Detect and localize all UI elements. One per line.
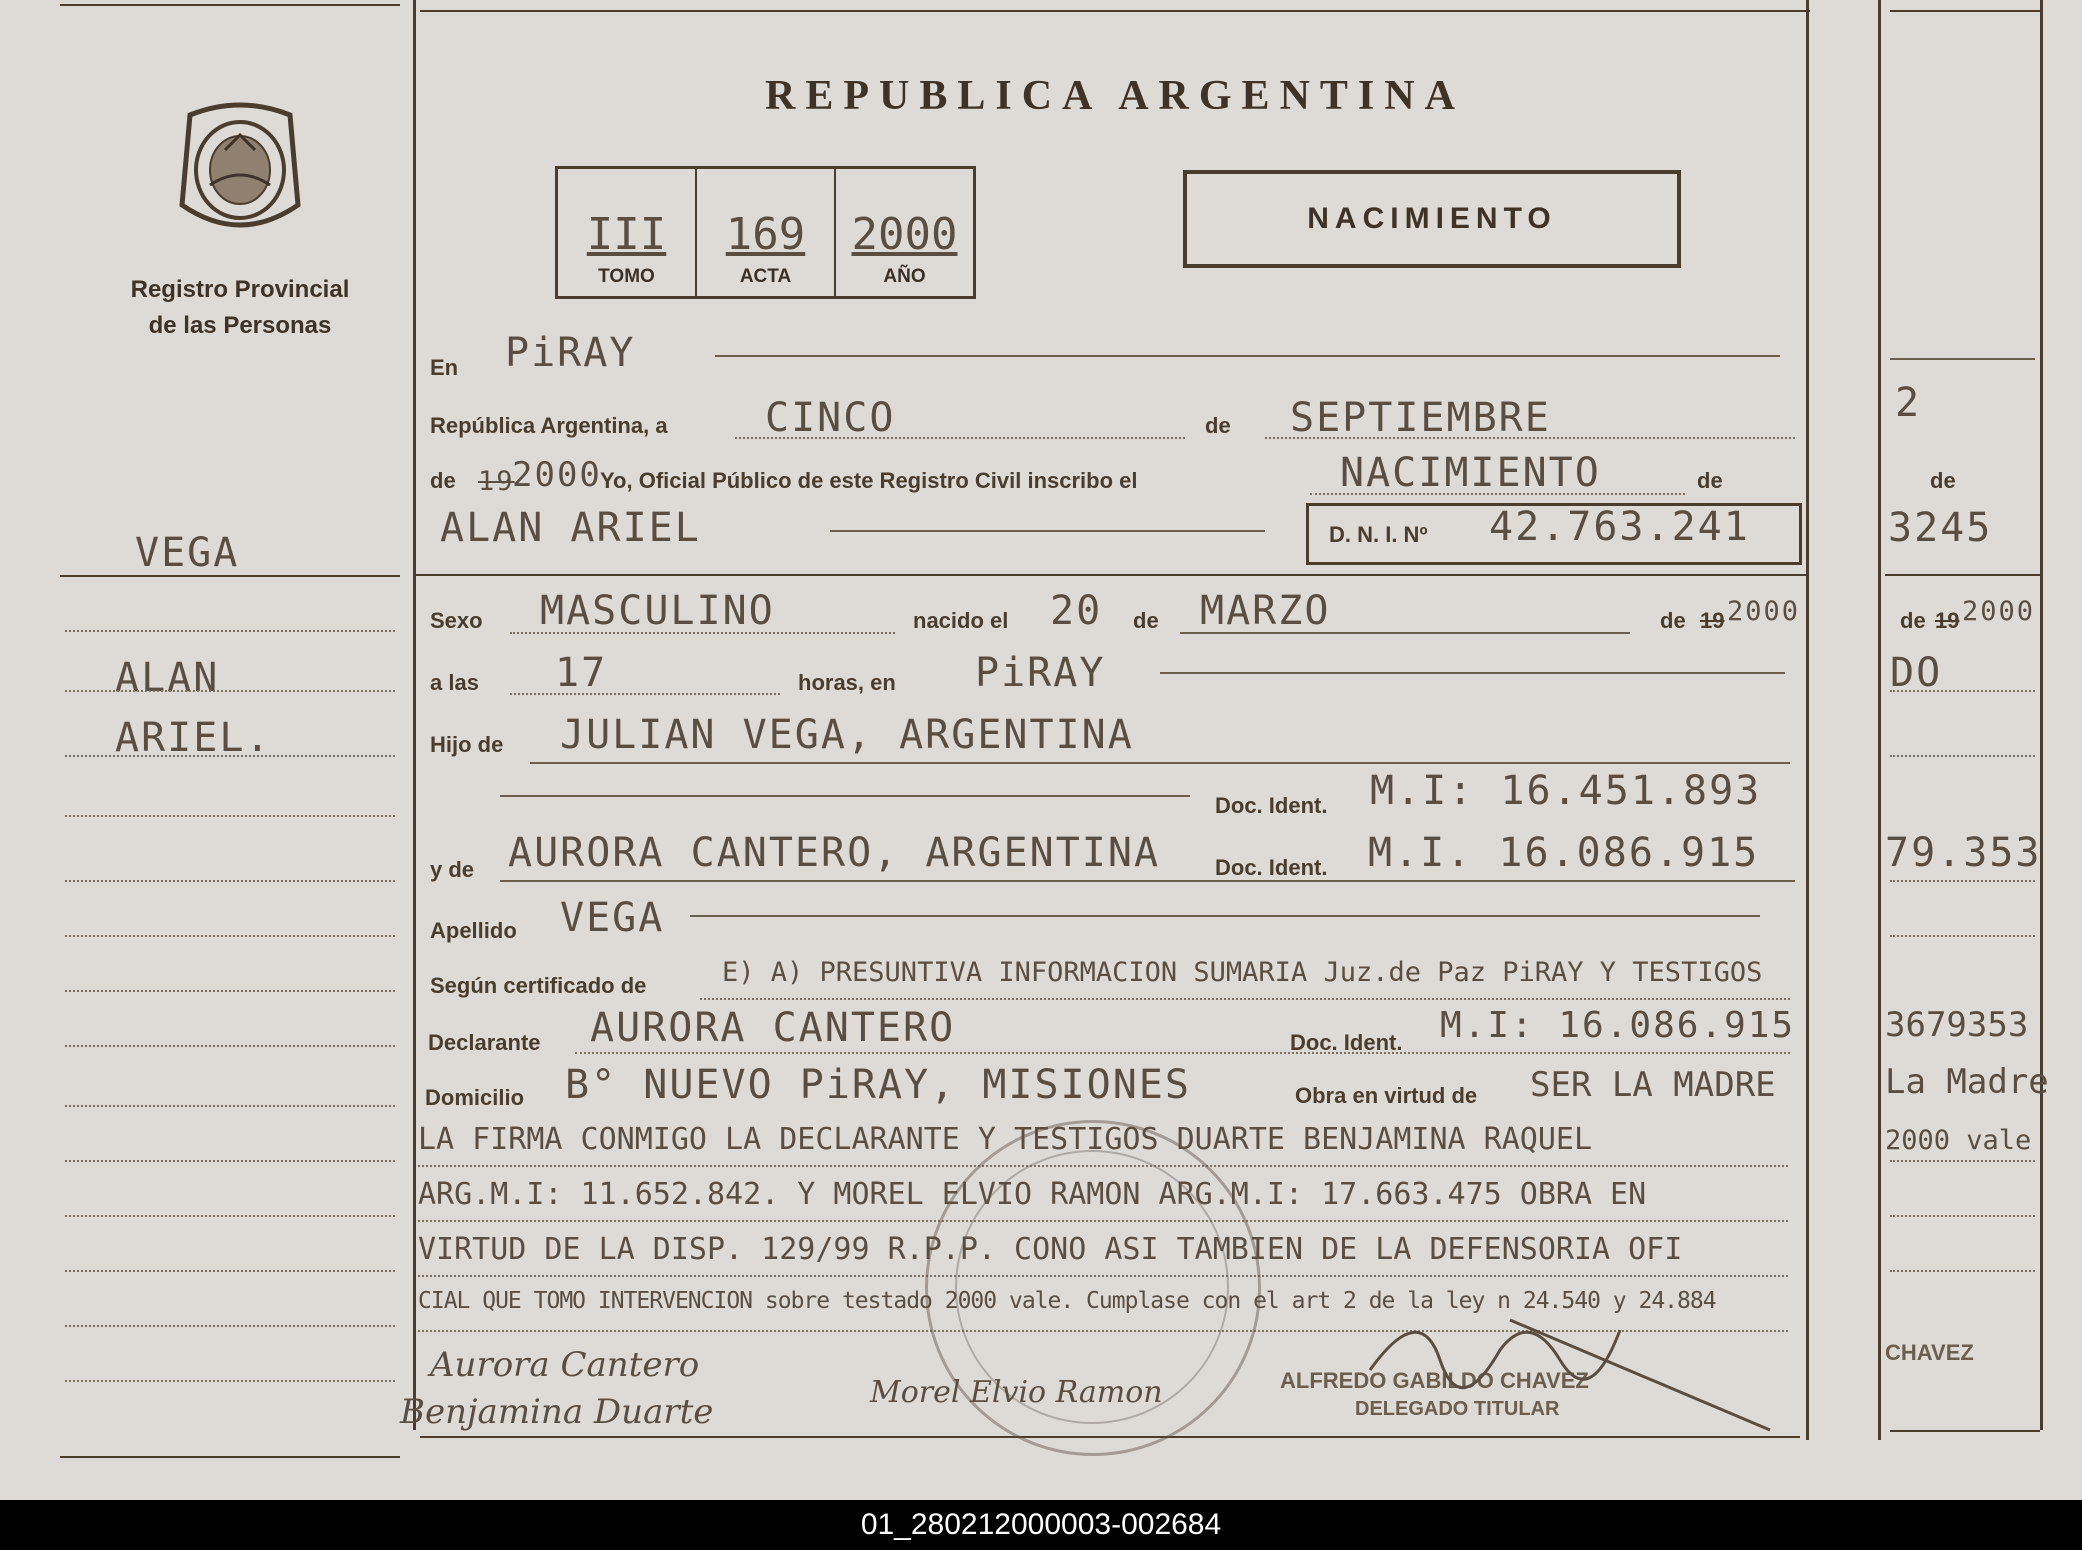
acta-label: ACTA bbox=[739, 266, 792, 287]
line-nombre bbox=[830, 530, 1265, 532]
left-dotted-line bbox=[65, 935, 395, 937]
line-madre bbox=[500, 880, 1795, 882]
label-de-5-struck: 19 bbox=[1700, 608, 1725, 633]
ano-label: AÑO bbox=[883, 266, 926, 287]
value-obs-3: VIRTUD DE LA DISP. 129/99 R.P.P. CONO ASI TAMBIEN DE LA DEFENSORIA OFI bbox=[418, 1232, 1683, 1267]
label-segun: Según certificado de bbox=[430, 973, 647, 998]
signature-benjamina: Benjamina Duarte bbox=[400, 1392, 714, 1432]
right-dni: 3245 bbox=[1888, 505, 1993, 551]
act-type-box bbox=[1183, 170, 1681, 268]
right-label-de-ano: de bbox=[1900, 608, 1926, 633]
label-nacido: nacido el bbox=[913, 608, 1009, 633]
right-top-border bbox=[1890, 10, 2040, 12]
value-nac-ano: 2000 bbox=[1727, 596, 1801, 627]
line-padre bbox=[530, 762, 1790, 764]
value-apellido: VEGA bbox=[560, 895, 665, 941]
tomo-value: III bbox=[586, 209, 667, 260]
value-nac-lugar: PiRAY bbox=[975, 650, 1106, 696]
registry-name bbox=[110, 272, 370, 344]
left-dotted-line bbox=[65, 755, 395, 757]
value-nac-dia: 20 bbox=[1050, 588, 1103, 634]
right-dotted-line bbox=[1890, 690, 2035, 692]
tomo-cell bbox=[558, 169, 697, 296]
line-nac-lugar bbox=[1160, 672, 1785, 674]
value-padre: JULIAN VEGA, ARGENTINA bbox=[560, 712, 1134, 758]
left-top-border bbox=[60, 4, 400, 6]
tomo-label: TOMO bbox=[598, 266, 655, 287]
value-declarante: AURORA CANTERO bbox=[590, 1005, 956, 1051]
ano-cell bbox=[836, 169, 973, 296]
label-doc-2: Doc. Ident. bbox=[1215, 855, 1328, 880]
label-oficial: Yo, Oficial Público de este Registro Civil inscribo el bbox=[600, 468, 1138, 493]
acta-value: 169 bbox=[725, 209, 806, 260]
label-de-3: de bbox=[1697, 468, 1723, 493]
left-dotted-line bbox=[65, 1215, 395, 1217]
signature-aurora: Aurora Cantero bbox=[430, 1345, 700, 1385]
right-label-de-ano-struck: 19 bbox=[1935, 608, 1960, 633]
left-dotted-line bbox=[65, 1270, 395, 1272]
label-declarante: Declarante bbox=[428, 1030, 541, 1055]
official-title: DELEGADO TITULAR bbox=[1355, 1398, 1560, 1420]
right-separator bbox=[1885, 574, 2040, 576]
right-line bbox=[1890, 358, 2035, 360]
registry-line-2: de las Personas bbox=[148, 312, 332, 339]
right-value-5: La Madre bbox=[1885, 1062, 2049, 1102]
left-dotted-line bbox=[65, 1325, 395, 1327]
left-nombre-2: ARIEL. bbox=[115, 715, 272, 761]
right-value-2: DO bbox=[1890, 650, 1943, 696]
left-dotted-line bbox=[65, 1380, 395, 1382]
value-declarante-doc: M.I: 16.086.915 bbox=[1440, 1005, 1796, 1046]
line-nac-mes bbox=[1180, 632, 1630, 634]
value-dni: 42.763.241 bbox=[1489, 504, 1750, 550]
label-domicilio: Domicilio bbox=[425, 1085, 525, 1110]
top-border bbox=[420, 10, 1810, 12]
registry-line-1: Registro Provincial bbox=[130, 276, 350, 303]
right-dotted-line bbox=[1890, 1270, 2035, 1272]
left-dotted-line bbox=[65, 630, 395, 632]
line-tipo bbox=[1310, 493, 1685, 495]
value-nac-mes: MARZO bbox=[1200, 588, 1331, 634]
signature-morel: Morel Elvio Ramon bbox=[870, 1375, 1163, 1410]
left-bottom-border bbox=[60, 1456, 400, 1458]
label-horas: horas, en bbox=[798, 670, 896, 695]
value-obs-1: LA FIRMA CONMIGO LA DECLARANTE Y TESTIGOS DUARTE BENJAMINA RAQUEL bbox=[418, 1122, 1592, 1157]
value-madre: AURORA CANTERO, ARGENTINA bbox=[508, 830, 1161, 876]
line-dia bbox=[735, 437, 1185, 439]
right-ano: 2000 bbox=[1962, 596, 2036, 627]
value-obs-2: ARG.M.I: 11.652.842. Y MOREL ELVIO RAMON ARG.M.I: 17.663.475 OBRA EN bbox=[418, 1177, 1647, 1212]
left-dotted-line bbox=[65, 815, 395, 817]
left-dotted-line bbox=[65, 880, 395, 882]
label-en: En bbox=[430, 355, 459, 380]
right-dotted-line bbox=[1890, 880, 2035, 882]
label-de-5: de bbox=[1660, 608, 1686, 633]
label-doc-1: Doc. Ident. bbox=[1215, 793, 1328, 818]
left-apellido: VEGA bbox=[135, 530, 240, 576]
right-value-4: 3679353 bbox=[1885, 1005, 2029, 1045]
act-type: NACIMIENTO bbox=[1307, 202, 1557, 235]
label-obra: Obra en virtud de bbox=[1295, 1083, 1478, 1108]
label-republica: República Argentina, a bbox=[430, 413, 668, 438]
left-dotted-line bbox=[65, 990, 395, 992]
value-dia: CINCO bbox=[765, 395, 896, 441]
left-dotted-line bbox=[65, 1045, 395, 1047]
official-name: ALFREDO GABILDO CHAVEZ bbox=[1280, 1368, 1589, 1393]
right-dotted-line bbox=[1890, 1215, 2035, 1217]
label-apellido: Apellido bbox=[430, 918, 517, 943]
line-certificado bbox=[700, 998, 1790, 1000]
right-value-3: 79.353 bbox=[1885, 830, 2042, 876]
left-dotted-line bbox=[65, 690, 395, 692]
value-nombre: ALAN ARIEL bbox=[440, 505, 701, 551]
value-padre-doc: M.I: 16.451.893 bbox=[1370, 768, 1762, 814]
left-page-divider bbox=[413, 0, 416, 1430]
right-value-6: 2000 vale bbox=[1885, 1125, 2032, 1156]
line-en bbox=[715, 355, 1780, 357]
line-hora bbox=[510, 693, 780, 695]
separator-nombre bbox=[416, 574, 1806, 576]
value-ano-struck: 19 bbox=[478, 466, 515, 497]
left-dotted-line bbox=[65, 1160, 395, 1162]
value-hora: 17 bbox=[555, 650, 608, 696]
label-hijo: Hijo de bbox=[430, 732, 504, 757]
right-dotted-line bbox=[1890, 1160, 2035, 1162]
right-dotted-line bbox=[1890, 935, 2035, 937]
right-page-divider bbox=[1878, 0, 1881, 1440]
right-label-de: de bbox=[1930, 468, 1956, 493]
right-value-7: CHAVEZ bbox=[1885, 1340, 1974, 1365]
official-signature-scribble bbox=[1360, 1290, 1780, 1440]
right-value-1: 2 bbox=[1895, 380, 1922, 426]
label-de-1: de bbox=[1205, 413, 1231, 438]
line-padre-2 bbox=[500, 795, 1190, 797]
value-sexo: MASCULINO bbox=[540, 588, 775, 634]
ano-value: 2000 bbox=[851, 209, 958, 260]
form-right-border bbox=[1806, 0, 1809, 1440]
misiones-seal-icon bbox=[170, 95, 310, 245]
left-line bbox=[60, 575, 400, 577]
label-de-4: de bbox=[1133, 608, 1159, 633]
image-id: 01_280212000003-002684 bbox=[860, 1508, 1222, 1541]
value-obra: SER LA MADRE bbox=[1530, 1065, 1776, 1105]
value-certificado: E) A) PRESUNTIVA INFORMACION SUMARIA Juz.de Paz PiRAY Y TESTIGOS bbox=[722, 957, 1763, 988]
right-dotted-line bbox=[1890, 755, 2035, 757]
value-mes: SEPTIEMBRE bbox=[1290, 395, 1551, 441]
image-id-footer bbox=[0, 1500, 2082, 1550]
label-doc-3: Doc. Ident. bbox=[1290, 1030, 1403, 1055]
value-domicilio: B° NUEVO PiRAY, MISIONES bbox=[565, 1062, 1191, 1108]
line-declarante bbox=[575, 1052, 1790, 1054]
tomo-acta-ano-box bbox=[555, 166, 976, 299]
line-sexo bbox=[510, 632, 895, 634]
value-obs-4: CIAL QUE TOMO INTERVENCION sobre testado 2000 vale. Cumplase con el art 2 de la ley n 24.540 y 24.884 bbox=[418, 1288, 1716, 1314]
label-de-2: de bbox=[430, 468, 456, 493]
label-y-de: y de bbox=[430, 857, 475, 882]
left-dotted-line bbox=[65, 1105, 395, 1107]
label-dni: D. N. I. Nº bbox=[1329, 522, 1428, 547]
acta-cell bbox=[697, 169, 836, 296]
right-edge-line bbox=[2040, 0, 2043, 1430]
value-tipo: NACIMIENTO bbox=[1340, 450, 1601, 496]
value-lugar: PiRAY bbox=[505, 330, 636, 376]
value-ano-inline: 2000 bbox=[512, 455, 602, 495]
right-bottom-border bbox=[1890, 1430, 2040, 1432]
left-nombre-1: ALAN bbox=[115, 655, 220, 701]
value-madre-doc: M.I. 16.086.915 bbox=[1368, 830, 1760, 876]
line-mes bbox=[1265, 437, 1795, 439]
dni-box bbox=[1306, 503, 1802, 565]
country-title: REPUBLICA ARGENTINA bbox=[765, 73, 1465, 119]
line-apellido bbox=[690, 915, 1760, 917]
label-a-las: a las bbox=[430, 670, 479, 695]
label-sexo: Sexo bbox=[430, 608, 483, 633]
